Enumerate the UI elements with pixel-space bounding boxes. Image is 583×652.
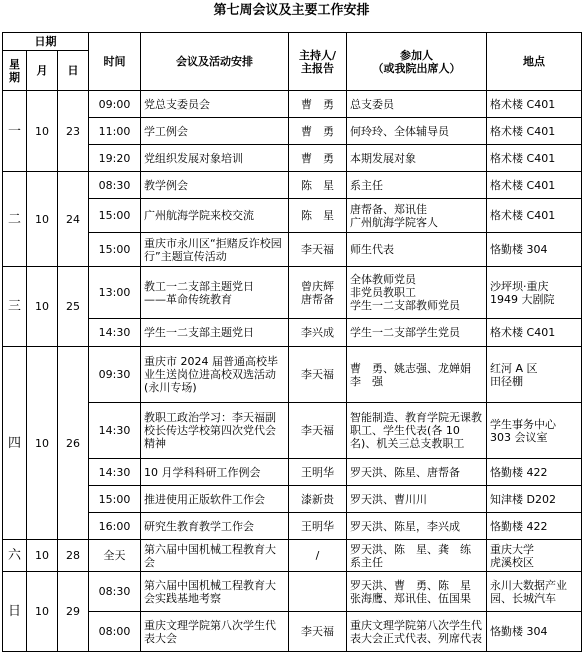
schedule-row (3, 403, 582, 459)
schedule-row (3, 572, 582, 612)
day-cell (58, 540, 89, 572)
page-title: 第七周会议及主要工作安排 (213, 3, 370, 18)
attendees-cell (347, 612, 487, 652)
time-cell (89, 199, 141, 233)
event-cell-text: 第六届中国机械工程教育大会实践基地考察 (144, 578, 277, 605)
time-cell (89, 486, 141, 513)
location-cell (487, 459, 582, 486)
weekday-cell-text: 二 (7, 211, 21, 227)
location-cell-text: 恪勤楼 304 (490, 625, 548, 638)
location-cell-text: 格术楼 C401 (490, 326, 556, 339)
header-date: 日期 (3, 33, 89, 51)
weekday-cell (3, 540, 27, 572)
host-cell-text: 曹 勇 (301, 97, 335, 111)
event-cell (141, 267, 289, 319)
host-cell-text: 陈 星 (301, 209, 335, 222)
time-cell-text: 15:00 (98, 243, 131, 256)
event-cell (141, 145, 289, 172)
host-cell-text: 李兴成 (301, 326, 335, 339)
time-cell-text: 11:00 (98, 124, 131, 138)
event-cell (141, 91, 289, 118)
day-cell (58, 172, 89, 267)
event-cell-text: 学生一二支部主题党日 (144, 326, 255, 339)
header-week-text: 星 期 (9, 57, 20, 84)
schedule-row (3, 199, 582, 233)
month-cell-text: 10 (35, 124, 49, 138)
host-cell-text: 曹 勇 (301, 124, 335, 138)
location-cell (487, 233, 582, 267)
host-cell-text: 李天福 (301, 243, 335, 256)
schedule-row (3, 145, 582, 172)
schedule-row (3, 347, 582, 403)
attendees-cell-text: 罗天洪、陈星，李兴成 (350, 519, 461, 533)
day-cell-text: 26 (66, 436, 81, 450)
month-cell-text: 10 (35, 549, 49, 562)
attendees-cell-text: 师生代表 (350, 243, 395, 256)
location-cell (487, 513, 582, 540)
host-cell-text: 曾庆辉 唐帮备 (301, 279, 335, 306)
attendees-cell (347, 513, 487, 540)
host-cell (289, 612, 347, 652)
host-cell (289, 572, 347, 612)
schedule-row (3, 172, 582, 199)
event-cell-text: 广州航海学院来校交流 (144, 209, 255, 222)
day-cell-text: 29 (66, 605, 81, 618)
schedule-row (3, 513, 582, 540)
event-cell (141, 233, 289, 267)
time-cell-text: 19:20 (98, 151, 131, 165)
attendees-cell (347, 91, 487, 118)
time-cell (89, 513, 141, 540)
attendees-cell (347, 233, 487, 267)
attendees-cell-text: 罗天洪、陈星、唐帮备 (350, 465, 461, 479)
attendees-cell (347, 459, 487, 486)
host-cell-text: 王明华 (301, 519, 335, 533)
schedule-row (3, 612, 582, 652)
schedule-row (3, 118, 582, 145)
day-cell (58, 572, 89, 652)
location-cell (487, 319, 582, 347)
attendees-cell (347, 319, 487, 347)
event-cell-text: 教学例会 (144, 178, 189, 192)
event-cell (141, 459, 289, 486)
host-cell (289, 486, 347, 513)
time-cell-text: 14:30 (98, 326, 131, 339)
month-cell (27, 267, 58, 347)
time-cell-text: 08:30 (98, 178, 131, 192)
host-cell-text: / (315, 549, 320, 562)
host-cell (289, 91, 347, 118)
event-cell (141, 347, 289, 403)
month-cell (27, 172, 58, 267)
attendees-cell-text: 全体教师党员 非党员教职工 学生一二支部教师党员 (350, 273, 461, 312)
attendees-cell (347, 540, 487, 572)
time-cell (89, 233, 141, 267)
event-cell-text: 研究生教育教学工作会 (144, 519, 255, 533)
event-cell-text: 教职工政治学习：李天福副校长传达学校第四次党代会精神 (144, 411, 277, 450)
month-cell (27, 540, 58, 572)
location-cell (487, 172, 582, 199)
weekday-cell-text: 三 (7, 299, 21, 314)
event-cell (141, 118, 289, 145)
time-cell (89, 347, 141, 403)
header-month: 月 (27, 51, 58, 91)
schedule-row (3, 540, 582, 572)
host-cell-text: 李天福 (301, 625, 335, 638)
time-cell (89, 145, 141, 172)
attendees-cell (347, 172, 487, 199)
event-cell-text: 重庆市 2024 届普通高校毕业生送岗位进高校双选活动(永川专场) (144, 355, 279, 394)
location-cell-text: 沙坪坝·重庆 1949 大剧院 (490, 279, 555, 306)
location-cell-text: 恪勤楼 422 (490, 519, 548, 533)
attendees-cell (347, 403, 487, 459)
time-cell-text: 08:00 (98, 625, 131, 638)
time-cell (89, 267, 141, 319)
month-cell-text: 10 (35, 605, 49, 618)
location-cell-text: 格术楼 C401 (490, 97, 556, 111)
day-cell-text: 25 (66, 300, 81, 313)
location-cell (487, 267, 582, 319)
header-host (289, 33, 347, 91)
attendees-cell (347, 267, 487, 319)
host-cell (289, 118, 347, 145)
time-cell-text: 16:00 (98, 519, 131, 533)
attendees-cell (347, 118, 487, 145)
event-cell-text: 党组织发展对象培训 (144, 151, 244, 165)
month-cell (27, 347, 58, 540)
host-cell (289, 199, 347, 233)
host-cell (289, 540, 347, 572)
time-cell-text: 09:00 (98, 97, 131, 111)
location-cell-text: 格术楼 C401 (490, 151, 556, 165)
host-cell (289, 319, 347, 347)
host-cell-text: 漆新贵 (301, 492, 335, 506)
event-cell (141, 172, 289, 199)
event-cell (141, 319, 289, 347)
day-cell (58, 267, 89, 347)
attendees-cell-text: 学生一二支部学生党员 (350, 326, 461, 339)
event-cell (141, 540, 289, 572)
weekday-cell-text: 一 (7, 123, 21, 139)
event-cell-text: 学工例会 (144, 124, 189, 138)
time-cell-text: 14:30 (98, 465, 131, 479)
time-cell-text: 15:00 (98, 492, 131, 506)
weekday-cell (3, 172, 27, 267)
time-cell-text: 15:00 (98, 209, 131, 222)
time-cell-text: 全天 (103, 549, 126, 562)
location-cell (487, 199, 582, 233)
attendees-cell-text: 系主任 (350, 178, 384, 192)
header-time: 时间 (89, 33, 141, 91)
time-cell (89, 403, 141, 459)
schedule-row (3, 267, 582, 319)
location-cell-text: 永川大数据产业园、长城汽车 (490, 578, 568, 605)
month-cell-text: 10 (35, 300, 49, 313)
host-cell-text: 王明华 (301, 465, 335, 479)
weekday-cell (3, 347, 27, 540)
location-cell-text: 红河 A 区 田径棚 (490, 361, 538, 388)
header-attendees-text: 参加人 （或我院出席人） (372, 48, 461, 75)
host-cell (289, 513, 347, 540)
event-cell (141, 572, 289, 612)
event-cell-text: 第六届中国机械工程教育大会 (144, 542, 277, 569)
time-cell (89, 572, 141, 612)
event-cell (141, 513, 289, 540)
attendees-cell (347, 486, 487, 513)
host-cell-text: 曹 勇 (301, 151, 335, 165)
host-cell (289, 145, 347, 172)
time-cell (89, 540, 141, 572)
location-cell (487, 540, 582, 572)
location-cell-text: 恪勤楼 304 (490, 243, 548, 256)
header-day: 日 (58, 51, 89, 91)
time-cell (89, 172, 141, 199)
location-cell (487, 91, 582, 118)
event-cell-text: 重庆市永川区“拒赌反诈校园行”主题宣传活动 (144, 236, 282, 263)
location-cell-text: 重庆大学 虎溪校区 (490, 542, 535, 569)
host-cell-text: 陈 星 (301, 178, 335, 192)
month-cell (27, 572, 58, 652)
location-cell (487, 572, 582, 612)
attendees-cell-text: 总支委员 (350, 97, 395, 111)
attendees-cell-text: 罗天洪、陈 星、龚 练 系主任 (350, 542, 472, 569)
attendees-cell-text: 本期发展对象 (350, 151, 417, 165)
location-cell (487, 612, 582, 652)
location-cell (487, 347, 582, 403)
host-cell (289, 172, 347, 199)
time-cell (89, 459, 141, 486)
attendees-cell-text: 曹 勇、姚志强、龙婵娟 李 强 (350, 361, 472, 388)
attendees-cell (347, 145, 487, 172)
host-cell (289, 267, 347, 319)
location-cell (487, 145, 582, 172)
header-host-text: 主持人/ 主报告 (299, 48, 337, 75)
event-cell (141, 612, 289, 652)
header-week (3, 51, 27, 91)
location-cell-text: 恪勤楼 422 (490, 465, 548, 479)
attendees-cell-text: 唐帮备、郑讯佳 广州航海学院客人 (350, 202, 439, 229)
event-cell (141, 486, 289, 513)
header-event: 会议及活动安排 (141, 33, 289, 91)
day-cell (58, 91, 89, 172)
event-cell-text: 推进使用正版软件工作会 (144, 492, 266, 506)
month-cell (27, 91, 58, 172)
weekday-cell-text: 四 (7, 435, 21, 451)
day-cell (58, 347, 89, 540)
attendees-cell-text: 罗天洪、曹 勇、陈 星 张海鹰、郑讯佳、伍国果 (350, 578, 472, 605)
weekday-cell-text: 日 (7, 604, 21, 619)
month-cell-text: 10 (35, 436, 49, 450)
event-cell (141, 403, 289, 459)
location-cell (487, 403, 582, 459)
time-cell-text: 08:30 (98, 585, 131, 598)
time-cell-text: 13:00 (98, 286, 131, 299)
time-cell-text: 14:30 (98, 424, 131, 437)
attendees-cell-text: 罗天洪、曹川川 (350, 492, 428, 506)
attendees-cell (347, 347, 487, 403)
location-cell-text: 格术楼 C401 (490, 209, 556, 222)
header-attendees (347, 33, 487, 91)
schedule-row (3, 486, 582, 513)
time-cell-text: 09:30 (98, 368, 131, 381)
location-cell-text: 格术楼 C401 (490, 124, 556, 138)
weekday-cell (3, 267, 27, 347)
attendees-cell-text: 重庆文理学院第八次学生代表大会正式代表、列席代表 (350, 618, 483, 645)
weekday-cell-text: 六 (7, 548, 21, 563)
time-cell (89, 612, 141, 652)
schedule-row (3, 91, 582, 118)
host-cell-text: 李天福 (301, 368, 335, 381)
schedule-table (2, 32, 582, 652)
event-cell-text: 教工一二支部主题党日 ——革命传统教育 (144, 279, 255, 306)
location-cell (487, 486, 582, 513)
location-cell (487, 118, 582, 145)
attendees-cell (347, 199, 487, 233)
event-cell-text: 10 月学科科研工作例会 (144, 465, 261, 479)
location-cell-text: 学生事务中心 303 会议室 (490, 417, 557, 444)
host-cell (289, 233, 347, 267)
header-location: 地点 (487, 33, 582, 91)
event-cell (141, 199, 289, 233)
location-cell-text: 知津楼 D202 (490, 492, 556, 506)
time-cell (89, 118, 141, 145)
day-cell-text: 24 (66, 212, 81, 226)
weekday-cell (3, 572, 27, 652)
time-cell (89, 319, 141, 347)
day-cell-text: 28 (66, 549, 81, 562)
attendees-cell-text: 何玲玲、全体辅导员 (350, 124, 450, 138)
event-cell-text: 党总支委员会 (144, 97, 211, 111)
time-cell (89, 91, 141, 118)
schedule-row (3, 319, 582, 347)
attendees-cell (347, 572, 487, 612)
host-cell (289, 459, 347, 486)
location-cell-text: 格术楼 C401 (490, 178, 556, 192)
month-cell-text: 10 (35, 212, 49, 226)
host-cell (289, 347, 347, 403)
event-cell-text: 重庆文理学院第八次学生代表大会 (144, 618, 277, 645)
host-cell-text: 李天福 (301, 424, 335, 437)
attendees-cell-text: 智能制造、教育学院无课教职工、学生代表(各 10 名)、机关三总支教职工 (350, 411, 483, 450)
weekday-cell (3, 91, 27, 172)
schedule-row (3, 459, 582, 486)
host-cell (289, 403, 347, 459)
day-cell-text: 23 (66, 124, 81, 138)
schedule-row (3, 233, 582, 267)
